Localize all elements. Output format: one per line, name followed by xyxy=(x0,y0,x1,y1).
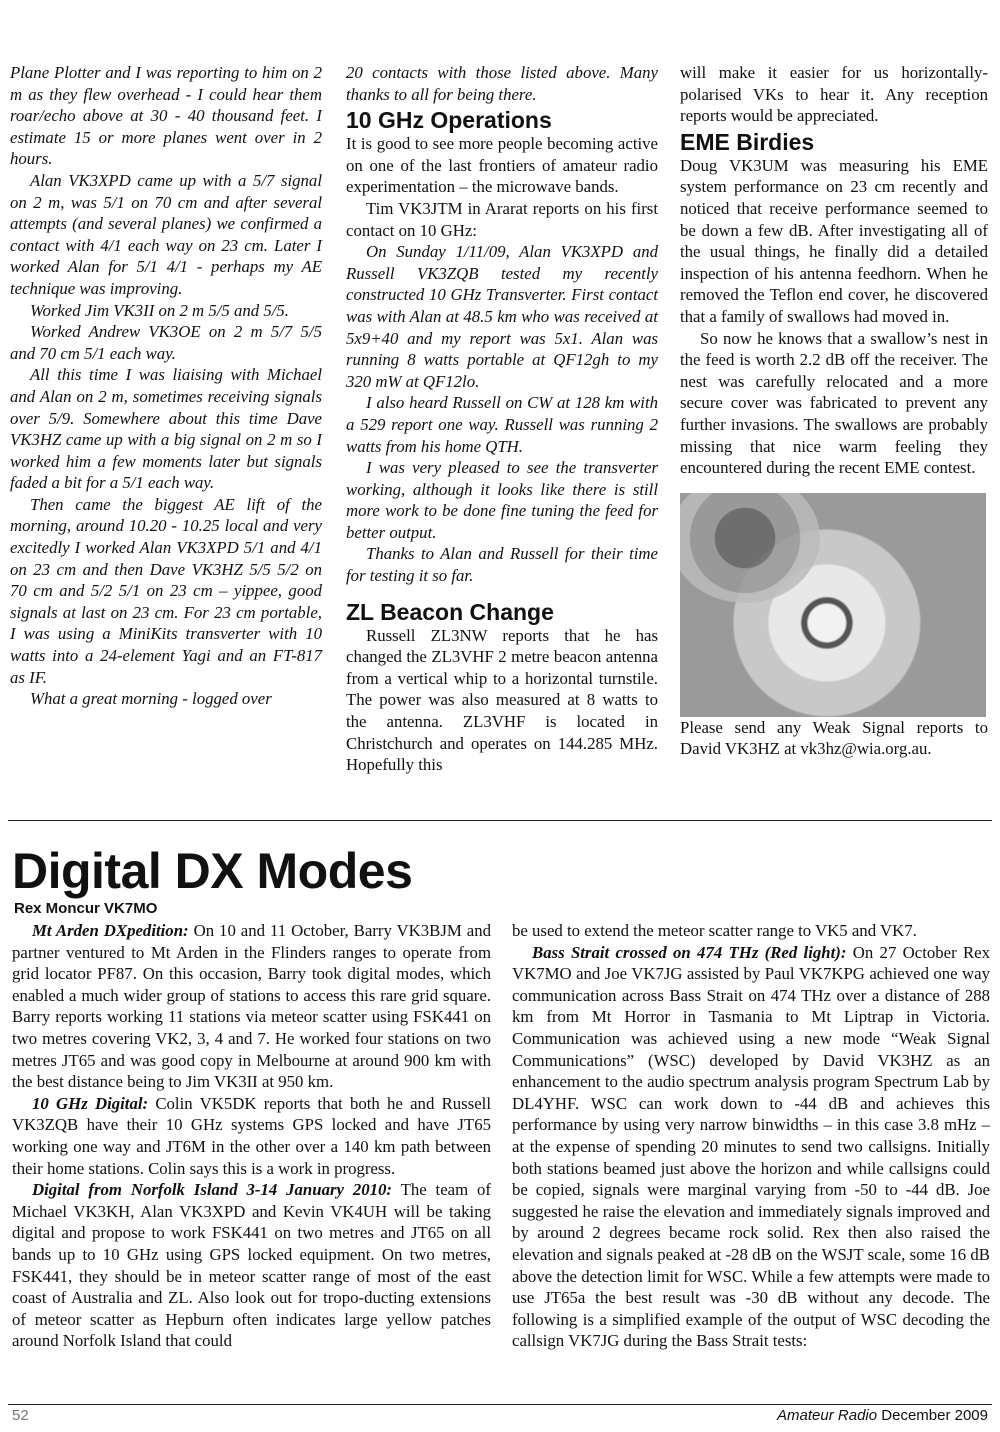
quote-paragraph: I also heard Russell on CW at 128 km with a 529 report one way. Russell was running 2 watts from his home QTH. xyxy=(346,393,658,456)
paragraph xyxy=(512,942,990,1352)
column-1 xyxy=(10,62,322,710)
paragraph: be used to extend the meteor scatter range to VK5 and VK7. xyxy=(512,921,917,940)
byline: Rex Moncur VK7MO xyxy=(14,900,158,917)
section-heading-zl-beacon: ZL Beacon Change xyxy=(346,598,554,625)
paragraph: will make it easier for us horizontally-polarised VKs to hear it. Any reception reports would be appreciated. xyxy=(680,63,988,126)
paragraph: Russell ZL3NW reports that he has changed the ZL3VHF 2 metre beacon antenna from a vertical whip to a horizontal turnstile. The power was also measured at 8 watts to the antenna. ZL3VHF is located in Christchurch and operates on 144.285 MHz. Hopefully this xyxy=(346,625,658,775)
paragraph: 20 contacts with those listed above. Many thanks to all for being there. xyxy=(346,63,658,104)
quote-paragraph: I was very pleased to see the transverter working, although it looks like there is still more work to be done fine tuning the feed for better output. xyxy=(346,458,658,542)
column-3 xyxy=(680,62,988,760)
paragraph xyxy=(12,920,491,1093)
paragraph: Worked Andrew VK3OE on 2 m 5/7 5/5 and 70 cm 5/1 each way. xyxy=(10,322,322,363)
issue-date: December 2009 xyxy=(881,1407,988,1424)
paragraph: So now he knows that a swallow’s nest in the feed is worth 2.2 dB off the receiver. The nest was carefully relocated and a more secure cover was fabricated to prevent any further invasions. The swallows are probably missing that nice warm feeling they encountered during the recent EME contest. xyxy=(680,328,988,478)
paragraph: Then came the biggest AE lift of the morning, around 10.20 - 10.25 local and very excitedly I worked Alan VK3XPD 5/1 and 4/1 on 23 cm and then Dave VK3HZ 5/5 5/2 on 70 cm and 5/2 5/1 on 23 cm – yippee, good signals at last on 23 cm. For 23 cm portable, I was using a MiniKits transverter with 10 watts into a 24-element Yagi and an FT-817 as IF. xyxy=(10,494,322,687)
paragraph: Worked Jim VK3II on 2 m 5/5 and 5/5. xyxy=(30,300,289,320)
article-title: Digital DX Modes xyxy=(12,843,413,899)
section-divider xyxy=(8,820,992,821)
publication-name: Amateur Radio xyxy=(777,1407,878,1424)
paragraph-lead: Bass Strait crossed on 474 THz (Red light): xyxy=(532,942,847,962)
feedhorn-photo xyxy=(680,493,986,717)
quote-paragraph: Thanks to Alan and Russell for their time for testing it so far. xyxy=(346,544,658,586)
paragraph-lead: Digital from Norfolk Island 3-14 January 2010: xyxy=(32,1180,392,1200)
paragraph-lead: Mt Arden DXpedition: xyxy=(32,921,189,940)
paragraph: Doug VK3UM was measuring his EME system performance on 23 cm recently and noticed that receive performance seemed to be down a few dB. After investigating all of the usual things, he finally did a detailed inspection of his antenna feedhorn. When he removed the Teflon end cover, he discovered that a family of swallows had moved in. xyxy=(680,155,988,326)
digital-left-column xyxy=(12,920,491,1352)
digital-right-column xyxy=(512,920,990,1352)
column-2 xyxy=(346,62,658,776)
paragraph: All this time I was liaising with Michael and Alan on 2 m, sometimes receiving signals over 5/9. Somewhere about this time Dave VK3HZ came up with a big signal on 2 m so I worked him a few moments later but signals faded a bit for a 5/1 each way. xyxy=(10,365,322,493)
section-heading-eme-birdies: EME Birdies xyxy=(680,128,815,155)
paragraph: Alan VK3XPD came up with a 5/7 signal on 2 m, was 5/1 on 70 cm and after several attempts (and several planes) we confirmed a contact with 4/1 each way on 23 cm. Later I worked Alan for 5/1 4/1 - perhaps my AE technique was improving. xyxy=(10,170,322,298)
quote-paragraph: On Sunday 1/11/09, Alan VK3XPD and Russell VK3ZQB tested my recently constructed 10 GHz Transverter. First contact was with Alan at 48.5 km who was received at 5x9+40 and my report was 5x1. Alan was running 8 watts portable at QF12gh to my 320 mW at QF12lo. xyxy=(346,242,658,391)
paragraph xyxy=(12,1093,491,1179)
paragraph-body: The team of Michael VK3KH, Alan VK3XPD and Kevin VK4UH will be taking digital and propose to work FSK441 on two metres and JT65 on all bands up to 10 GHz using GPS locked equipment. On two metres, FSK441, they should be in meteor scatter range of most of the east coast of Australia and ZL. Also look out for tropo-ducting extensions of meteor scatter as Hepburn often indicates large yellow patches around Norfolk Island that could xyxy=(12,1180,491,1351)
footer-publication xyxy=(777,1407,988,1424)
paragraph-body: On 27 October Rex VK7MO and Joe VK7JG assisted by Paul VK7KPG achieved one way communication across Bass Strait on 474 THz over a distance of 288 km from Mt Horror in Tasmania to Mt Liptrap in Victoria. Communication was achieved using a new mode “Weak Signal Communications” (WSC) developed by David VK3HZ as an enhancement to the audio spectrum analysis program Spectrum Lab by DL4YHF. WSC can work down to -44 dB and achieves this performance by using very narrow binwidths – in this case 3.8 mHz – at the expense of spending 20 minutes to send two callsigns. Initially both stations beamed just above the horizon and while callsigns could be copied, signals were marginal varying from -50 to -44 dB. Joe suggested he raise the elevation and immediately signals improved and by around 2 degrees became rock solid. Rex then also raised the elevation and signals peaked at -28 dB on the WSJT scale, some 16 dB above the detection limit for WSC. While a few attempts were made to use JT65a the best result was -30 dB without any decode. The following is a simplified example of the output of WSC decoding the callsign VK7JG during the Bass Strait tests: xyxy=(512,942,990,1351)
paragraph: It is good to see more people becoming active on one of the last frontiers of amateur radio experimentation – the microwave bands. xyxy=(346,134,658,197)
paragraph-body: Colin VK5DK reports that both he and Russell VK3ZQB have their 10 GHz systems GPS locked and have JT65 working one way and JT6M in the other over a 140 km path between their home stations. Colin says this is a work in progress. xyxy=(12,1093,491,1178)
footer-rule xyxy=(8,1404,992,1405)
paragraph-lead: 10 GHz Digital: xyxy=(32,1093,149,1113)
swallow-nest-image xyxy=(680,493,820,603)
paragraph: Tim VK3JTM in Ararat reports on his first contact on 10 GHz: xyxy=(346,198,658,240)
photo-caption: Please send any Weak Signal reports to David VK3HZ at vk3hz@wia.org.au. xyxy=(680,717,988,759)
page-number: 52 xyxy=(12,1407,29,1424)
section-heading-10ghz: 10 GHz Operations xyxy=(346,107,552,134)
paragraph: Plane Plotter and I was reporting to him on 2 m as they flew overhead - I could hear them roar/echo above at 30 - 40 thousand feet. I estimate 15 or more planes went over in 2 hours. xyxy=(10,63,322,169)
paragraph-body: On 10 and 11 October, Barry VK3BJM and partner ventured to Mt Arden in the Flinders ranges to operate from grid locator PF87. On this occasion, Barry took digital modes, which enabled a much wider group of stations to access this rare grid square. Barry reports working 11 stations via meteor scatter using FSK441 on two metres covering VK2, 3, 4 and 7. He worked four stations on two metres JT65 and was good copy in Melbourne at around 900 km with the best distance being to Jim VK3II at 950 km. xyxy=(12,921,491,1092)
paragraph xyxy=(12,1179,491,1352)
paragraph: What a great morning - logged over xyxy=(30,689,272,709)
